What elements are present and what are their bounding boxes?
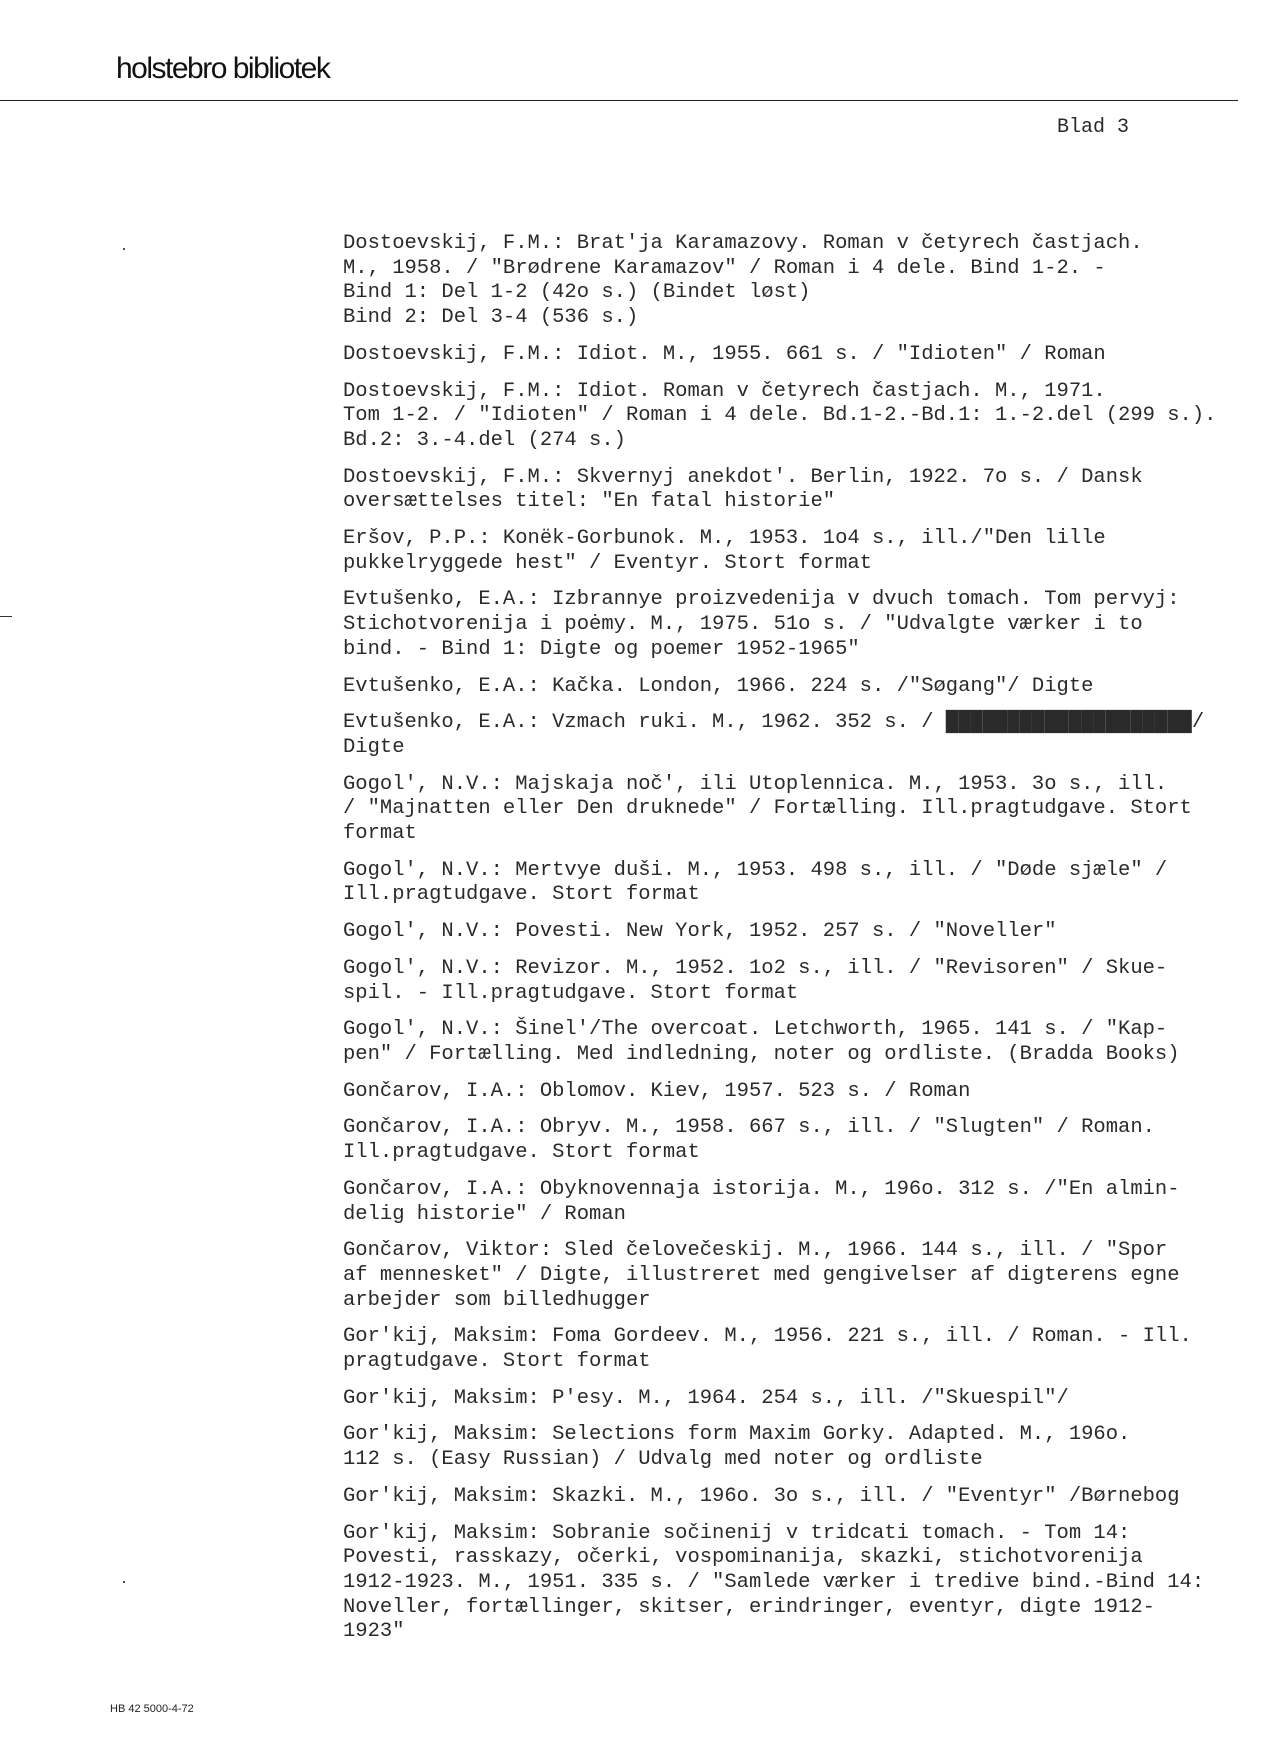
catalog-entry: Gončarov, I.A.: Obryv. M., 1958. 667 s., ill. / "Slugten" / Roman. Ill.pragtudgave. Stort format: [343, 1116, 1155, 1165]
catalog-entry: Gor'kij, Maksim: Skazki. M., 196o. 3o s., ill. / "Eventyr" /Børnebog: [343, 1484, 1180, 1508]
catalog-entry: Dostoevskij, F.M.: Brat'ja Karamazovy. Roman v četyrech častjach. M., 1958. / "Brødrene Karamazov" / Roman i 4 dele. Bind 1-2. - Bind 1: Del 1-2 (42o s.) (Bindet løst) Bind 2: Del 3-4 (536 s.): [343, 232, 1143, 330]
catalog-entry: Evtušenko, E.A.: Kačka. London, 1966. 224 s. /"Søgang"/ Digte: [343, 674, 1094, 698]
header-rule: [0, 100, 1238, 101]
catalog-entry: Gončarov, Viktor: Sled čelovečeskij. M., 1966. 144 s., ill. / "Spor af mennesket" / Digte, illustreret med gengivelser af digterens egne arbejder som billedhugger: [343, 1239, 1180, 1312]
catalog-entry: Eršov, P.P.: Konëk-Gorbunok. M., 1953. 1o4 s., ill./"Den lille pukkelryggede hest" / Eventyr. Stort format: [343, 527, 1106, 575]
catalog-entry: Gončarov, I.A.: Oblomov. Kiev, 1957. 523 s. / Roman: [343, 1079, 971, 1103]
catalog-entry: Gor'kij, Maksim: Sobranie sočinenij v tridcati tomach. - Tom 14: Povesti, rasskazy, očerki, vospominanija, skazki, stichotvorenija 1912-1923. M., 1951. 335 s. / "Samlede værker i tredive bind.-Bind 14: Noveller, fortællinger, skitser, erindringer, eventyr, digte 1912- 1923": [343, 1521, 1205, 1644]
catalog-entry: Evtušenko, E.A.: Izbrannye proizvedenija v dvuch tomach. Tom pervyj: Stichotvorenija i poėmy. M., 1975. 51o s. / "Udvalgte værker i to bind. - Bind 1: Digte og poemer 1952-1965": [343, 588, 1180, 661]
catalog-entries: [343, 232, 1243, 1657]
margin-dot: ·: [121, 1571, 127, 1591]
catalog-entry: Dostoevskij, F.M.: Idiot. Roman v četyrech častjach. M., 1971. Tom 1-2. / "Idioten" / Roman i 4 dele. Bd.1-2.-Bd.1: 1.-2.del (299 s.). Bd.2: 3.-4.del (274 s.): [343, 379, 1217, 452]
catalog-entry: Gogol', N.V.: Šinel'/The overcoat. Letchworth, 1965. 141 s. / "Kap- pen" / Fortælling. Med indledning, noter og ordliste. (Bradda Books): [343, 1018, 1180, 1066]
catalog-entry: Dostoevskij, F.M.: Skvernyj anekdot'. Berlin, 1922. 7o s. / Dansk oversættelses titel: "En fatal historie": [343, 465, 1143, 514]
form-code: HB 42 5000-4-72: [110, 1703, 194, 1715]
catalog-entry: Gončarov, I.A.: Obyknovennaja istorija. M., 196o. 312 s. /"En almin- delig historie" / Roman: [343, 1177, 1180, 1226]
catalog-entry: Evtušenko, E.A.: Vzmach ruki. M., 1962. 352 s. / ████████████████████/ Digte: [343, 711, 1205, 759]
catalog-entry: Gor'kij, Maksim: Foma Gordeev. M., 1956. 221 s., ill. / Roman. - Ill. pragtudgave. Stort format: [343, 1325, 1192, 1374]
catalog-entry: Dostoevskij, F.M.: Idiot. M., 1955. 661 s. / "Idioten" / Roman: [343, 342, 1106, 366]
catalog-entry: Gor'kij, Maksim: P'esy. M., 1964. 254 s., ill. /"Skuespil"/: [343, 1386, 1069, 1410]
catalog-entry: Gogol', N.V.: Povesti. New York, 1952. 257 s. / "Noveller": [343, 920, 1057, 944]
margin-dot: ·: [121, 238, 127, 258]
catalog-entry: Gogol', N.V.: Revizor. M., 1952. 1o2 s., ill. / "Revisoren" / Skue- spil. - Ill.pragtudgave. Stort format: [343, 956, 1168, 1005]
catalog-entry: Gor'kij, Maksim: Selections form Maxim Gorky. Adapted. M., 196o. 112 s. (Easy Russian) / Udvalg med noter og ordliste: [343, 1423, 1131, 1472]
letterhead: holstebro bibliotek: [116, 52, 330, 85]
catalog-entry: Gogol', N.V.: Majskaja noč', ili Utoplennica. M., 1953. 3o s., ill. / "Majnatten eller Den druknede" / Fortælling. Ill.pragtudgave. Stort format: [343, 772, 1192, 846]
page-label: Blad 3: [1057, 116, 1130, 139]
fold-mark: [0, 616, 12, 617]
catalog-entry: Gogol', N.V.: Mertvye duši. M., 1953. 498 s., ill. / "Døde sjæle" / Ill.pragtudgave. Stort format: [343, 858, 1168, 907]
